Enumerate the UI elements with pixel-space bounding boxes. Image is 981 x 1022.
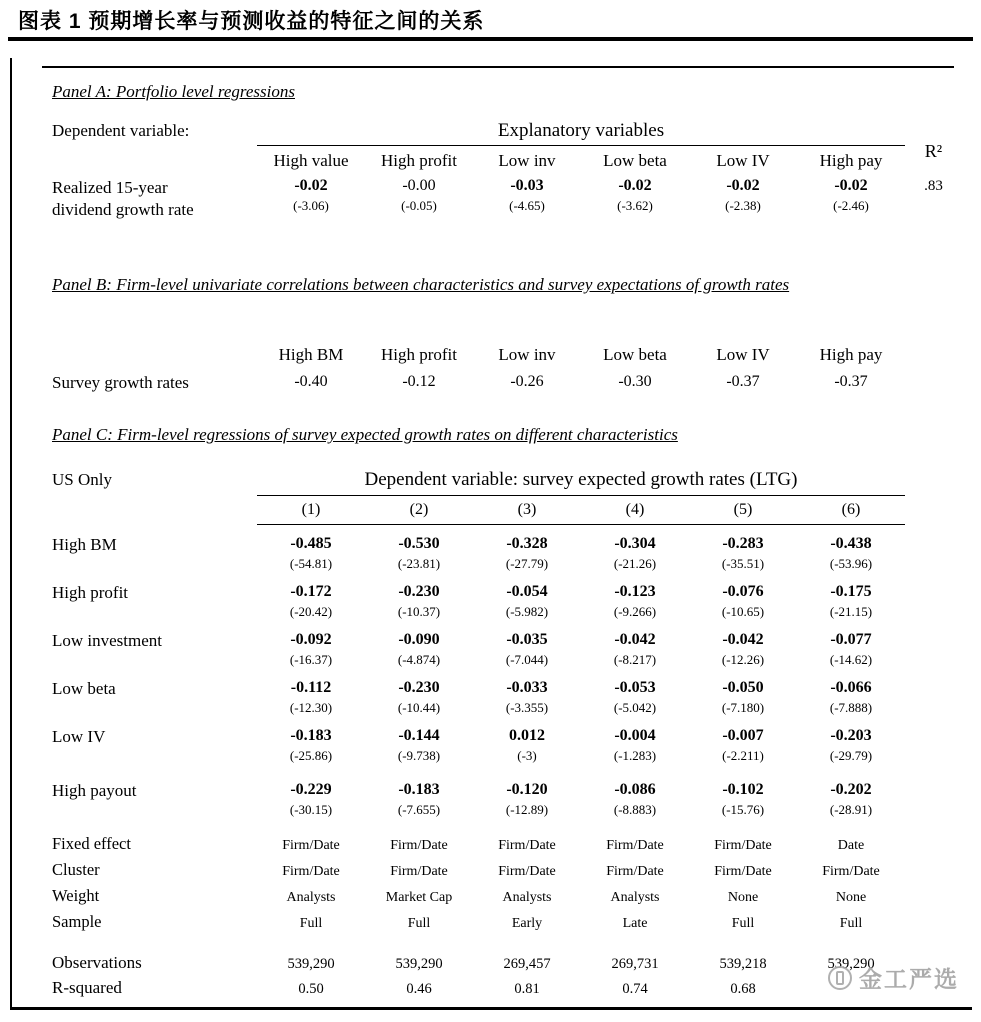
column-number: (6): [797, 501, 905, 525]
coef-cell: [473, 177, 581, 214]
coef-cell: [365, 727, 473, 764]
coefficient: -0.485: [290, 535, 332, 552]
coef-cell: [365, 177, 473, 214]
t-statistic: (-12.89): [505, 802, 549, 817]
panel-c-row-low-iv: [42, 727, 964, 764]
t-statistic: (-8.883): [613, 802, 657, 817]
coefficient: -0.077: [830, 631, 872, 648]
coefficient: -0.00: [402, 177, 436, 194]
panel-b-heading: Panel B: Firm-level univariate correlations between characteristics and survey expectations of growth rates: [52, 275, 790, 294]
meta-value: Firm/Date: [714, 864, 772, 879]
panel-c-fixed-effect-row: [42, 832, 964, 858]
coefficient: -0.042: [614, 631, 656, 648]
meta-value: Firm/Date: [498, 838, 556, 853]
t-statistic: (-7.888): [829, 700, 873, 715]
t-statistic: (-7.655): [397, 802, 441, 817]
t-statistic: (-12.26): [721, 652, 765, 667]
meta-value: Full: [407, 916, 431, 931]
t-statistic: (-35.51): [721, 556, 765, 571]
observations-value: 539,290: [395, 956, 443, 972]
meta-value: Firm/Date: [282, 838, 340, 853]
coefficient: -0.438: [830, 535, 872, 552]
coefficient: -0.076: [722, 583, 764, 600]
meta-value: Analysts: [610, 890, 660, 905]
coefficient: -0.530: [398, 535, 440, 552]
column-number: (1): [257, 501, 365, 525]
coefficient: -0.050: [722, 679, 764, 696]
meta-value: Full: [731, 916, 755, 931]
coef-cell: [581, 583, 689, 620]
t-statistic: (-10.37): [397, 604, 441, 619]
column-header: Low beta: [603, 151, 667, 170]
t-statistic: (-2.38): [725, 198, 761, 213]
coefficient: -0.054: [506, 583, 548, 600]
t-statistic: (-4.65): [509, 198, 545, 213]
t-statistic: (-2.46): [833, 198, 869, 213]
column-header: Low IV: [716, 151, 770, 170]
coef-cell: [257, 631, 365, 668]
panel-b-data-row: [42, 373, 964, 393]
coefficient: -0.086: [614, 781, 656, 798]
coef-cell: [257, 177, 365, 214]
coefficient: -0.042: [722, 631, 764, 648]
row-label: Cluster: [52, 860, 100, 879]
row-label: Low IV: [52, 727, 106, 746]
row-label: Observations: [52, 953, 142, 972]
watermark: [828, 961, 959, 994]
coef-cell: [689, 781, 797, 818]
t-statistic: (-21.26): [613, 556, 657, 571]
watermark-logo-phone-icon: [836, 971, 844, 985]
coefficient: -0.03: [510, 177, 544, 194]
explanatory-variables-header: Explanatory variables: [257, 120, 905, 146]
coef-cell: [473, 535, 581, 572]
meta-value: Firm/Date: [390, 864, 448, 879]
column-header: Low inv: [498, 151, 556, 170]
row-label: Fixed effect: [52, 834, 131, 853]
coef-cell: [581, 631, 689, 668]
coefficient: -0.183: [398, 781, 440, 798]
figure-title: 图表 1 预期增长率与预测收益的特征之间的关系: [18, 10, 485, 33]
coefficient: -0.120: [506, 781, 548, 798]
coef-cell: [689, 177, 797, 214]
coef-cell: [581, 177, 689, 214]
coefficient: 0.012: [509, 727, 545, 744]
coefficient: -0.203: [830, 727, 872, 744]
correlation-value: -0.12: [402, 373, 436, 390]
coef-cell: [473, 631, 581, 668]
coef-cell: [797, 781, 905, 818]
t-statistic: (-9.266): [613, 604, 657, 619]
r-squared-value: .83: [924, 178, 943, 194]
coef-cell: [473, 727, 581, 764]
t-statistic: (-2.211): [722, 748, 764, 763]
t-statistic: (-14.62): [829, 652, 873, 667]
t-statistic: (-0.05): [401, 198, 437, 213]
t-statistic: (-16.37): [289, 652, 333, 667]
column-number: (2): [365, 501, 473, 525]
panel-c-column-numbers-row: [42, 501, 964, 525]
panel-c-row-high-bm: [42, 535, 964, 572]
t-statistic: (-7.044): [505, 652, 549, 667]
t-statistic: (-53.96): [829, 556, 873, 571]
r-squared-value: 0.46: [406, 981, 432, 997]
correlation-value: -0.30: [618, 373, 652, 390]
panel-c-r-squared-row: [42, 977, 964, 1000]
coef-cell: [581, 535, 689, 572]
r-squared-value: 0.50: [298, 981, 324, 997]
column-header: Low inv: [498, 345, 556, 364]
coefficient: -0.035: [506, 631, 548, 648]
r-squared-value: 0.74: [622, 981, 648, 997]
coef-cell: [797, 177, 905, 214]
meta-value: Date: [837, 838, 865, 853]
column-header: High value: [273, 151, 349, 170]
observations-value: 539,218: [719, 956, 767, 972]
coef-cell: [581, 781, 689, 818]
meta-value: Firm/Date: [606, 838, 664, 853]
coef-cell: [365, 631, 473, 668]
table-content: [42, 58, 964, 1000]
row-label: Weight: [52, 886, 100, 905]
t-statistic: (-20.42): [289, 604, 333, 619]
column-header: Low IV: [716, 345, 770, 364]
watermark-logo-icon: [828, 966, 852, 990]
t-statistic: (-27.79): [505, 556, 549, 571]
coefficient: -0.004: [614, 727, 656, 744]
title-underline: [8, 37, 973, 41]
meta-value: Market Cap: [385, 890, 453, 905]
coef-cell: [365, 781, 473, 818]
meta-value: Full: [839, 916, 863, 931]
t-statistic: (-7.180): [721, 700, 765, 715]
observations-value: 539,290: [287, 956, 335, 972]
observations-value: 539,290: [827, 956, 875, 972]
row-label: Low investment: [52, 631, 163, 650]
row-label: High BM: [52, 535, 117, 554]
t-statistic: (-21.15): [829, 604, 873, 619]
panel-c-row-high-payout: [42, 781, 964, 818]
coef-cell: [365, 583, 473, 620]
coefficient: -0.183: [290, 727, 332, 744]
coef-cell: [797, 535, 905, 572]
coefficient: -0.230: [398, 583, 440, 600]
panel-c-observations-row: [42, 952, 964, 975]
table-frame: [10, 58, 972, 1010]
observations-value: 269,457: [503, 956, 551, 972]
meta-value: Early: [511, 916, 543, 931]
coefficient: -0.02: [294, 177, 328, 194]
coef-cell: [797, 727, 905, 764]
coef-cell: [257, 583, 365, 620]
coef-cell: [689, 535, 797, 572]
panel-c-row-high-profit: [42, 583, 964, 620]
coef-cell: [797, 583, 905, 620]
coefficient: -0.090: [398, 631, 440, 648]
correlation-value: -0.37: [834, 373, 868, 390]
meta-value: Full: [299, 916, 323, 931]
row-label: Survey growth rates: [52, 373, 189, 392]
coefficient: -0.229: [290, 781, 332, 798]
panel-a-data-row: [42, 177, 964, 221]
panel-c-dependent-row: [42, 469, 964, 496]
coef-cell: [365, 535, 473, 572]
row-label: [42, 177, 257, 221]
column-header: Low beta: [603, 345, 667, 364]
coefficient: -0.02: [618, 177, 652, 194]
t-statistic: (-3.62): [617, 198, 653, 213]
t-statistic: (-3.355): [505, 700, 549, 715]
coefficient: -0.202: [830, 781, 872, 798]
coefficient: -0.112: [290, 679, 332, 696]
coef-cell: [689, 679, 797, 716]
row-label-line: Realized 15-year: [52, 178, 168, 197]
coef-cell: [797, 631, 905, 668]
coefficient: -0.328: [506, 535, 548, 552]
panel-c-cluster-row: [42, 858, 964, 884]
column-number: (4): [581, 501, 689, 525]
meta-value: Analysts: [502, 890, 552, 905]
meta-value: Firm/Date: [606, 864, 664, 879]
coefficient: -0.304: [614, 535, 656, 552]
coef-cell: [689, 727, 797, 764]
coefficient: -0.007: [722, 727, 764, 744]
t-statistic: (-25.86): [289, 748, 333, 763]
row-label: High payout: [52, 781, 137, 800]
panel-c-heading: Panel C: Firm-level regressions of survey expected growth rates on different characteristics: [52, 425, 678, 444]
meta-value: Late: [622, 916, 648, 931]
t-statistic: (-10.44): [397, 700, 441, 715]
coef-cell: [365, 679, 473, 716]
meta-value: Analysts: [286, 890, 336, 905]
column-header: High profit: [380, 345, 458, 364]
panel-a-dependent-row: [42, 120, 964, 146]
coef-cell: [581, 679, 689, 716]
panel-c-row-low-beta: [42, 679, 964, 716]
coef-cell: [257, 535, 365, 572]
row-label: Sample: [52, 912, 102, 931]
column-header: High pay: [819, 345, 883, 364]
meta-value: Firm/Date: [714, 838, 772, 853]
row-label-line: dividend growth rate: [52, 200, 194, 219]
coefficient: -0.02: [726, 177, 760, 194]
r-squared-header: R²: [924, 141, 943, 161]
coefficient: -0.102: [722, 781, 764, 798]
row-label: High profit: [52, 583, 129, 602]
coefficient: -0.092: [290, 631, 332, 648]
coefficient: -0.123: [614, 583, 656, 600]
meta-value: Firm/Date: [822, 864, 880, 879]
coefficient: -0.02: [834, 177, 868, 194]
correlation-value: -0.26: [510, 373, 544, 390]
observations-value: 269,731: [611, 956, 659, 972]
t-statistic: (-23.81): [397, 556, 441, 571]
column-number: (3): [473, 501, 581, 525]
panel-c-sample-row: [42, 910, 964, 936]
t-statistic: (-30.15): [289, 802, 333, 817]
column-number: (5): [689, 501, 797, 525]
t-statistic: (-5.982): [505, 604, 549, 619]
coefficient: -0.230: [398, 679, 440, 696]
t-statistic: (-9.738): [397, 748, 441, 763]
t-statistic: (-29.79): [829, 748, 873, 763]
t-statistic: (-10.65): [721, 604, 765, 619]
panel-a-heading: Panel A: Portfolio level regressions: [52, 82, 295, 101]
coefficient: -0.053: [614, 679, 656, 696]
t-statistic: (-12.30): [289, 700, 333, 715]
table-top-rule: [42, 66, 954, 68]
row-label: Low beta: [52, 679, 116, 698]
us-only-label: US Only: [52, 470, 112, 489]
panel-a-columns-row: [42, 141, 964, 171]
coef-cell: [257, 727, 365, 764]
column-header: High profit: [380, 151, 458, 170]
coef-cell: [473, 679, 581, 716]
t-statistic: (-54.81): [289, 556, 333, 571]
t-statistic: (-28.91): [829, 802, 873, 817]
coefficient: -0.175: [830, 583, 872, 600]
coef-cell: [473, 583, 581, 620]
watermark-text: 金工严选: [859, 966, 959, 992]
t-statistic: (-15.76): [721, 802, 765, 817]
meta-value: Firm/Date: [282, 864, 340, 879]
dependent-variable-label: Dependent variable:: [52, 121, 190, 140]
meta-value: None: [835, 890, 867, 905]
coef-cell: [689, 583, 797, 620]
dependent-variable-header: Dependent variable: survey expected growth rates (LTG): [257, 469, 905, 496]
t-statistic: (-3): [517, 748, 537, 763]
column-header: High BM: [278, 345, 344, 364]
column-header: High pay: [819, 151, 883, 170]
coef-cell: [581, 727, 689, 764]
coefficient: -0.283: [722, 535, 764, 552]
t-statistic: (-5.042): [613, 700, 657, 715]
panel-c-weight-row: [42, 884, 964, 910]
t-statistic: (-1.283): [613, 748, 657, 763]
coef-cell: [257, 679, 365, 716]
meta-value: Firm/Date: [390, 838, 448, 853]
coefficient: -0.066: [830, 679, 872, 696]
r-squared-value: 0.81: [514, 981, 540, 997]
panel-c-row-low-investment: [42, 631, 964, 668]
t-statistic: (-3.06): [293, 198, 329, 213]
coefficient: -0.144: [398, 727, 440, 744]
t-statistic: (-4.874): [397, 652, 441, 667]
coef-cell: [689, 631, 797, 668]
panel-b-columns-row: [42, 345, 964, 365]
coef-cell: [257, 781, 365, 818]
coef-cell: [797, 679, 905, 716]
meta-value: Firm/Date: [498, 864, 556, 879]
coef-cell: [473, 781, 581, 818]
coefficient: -0.033: [506, 679, 548, 696]
t-statistic: (-8.217): [613, 652, 657, 667]
correlation-value: -0.40: [294, 373, 328, 390]
meta-value: None: [727, 890, 759, 905]
coefficient: -0.172: [290, 583, 332, 600]
r-squared-value: 0.68: [730, 981, 756, 997]
correlation-value: -0.37: [726, 373, 760, 390]
row-label: R-squared: [52, 978, 122, 997]
